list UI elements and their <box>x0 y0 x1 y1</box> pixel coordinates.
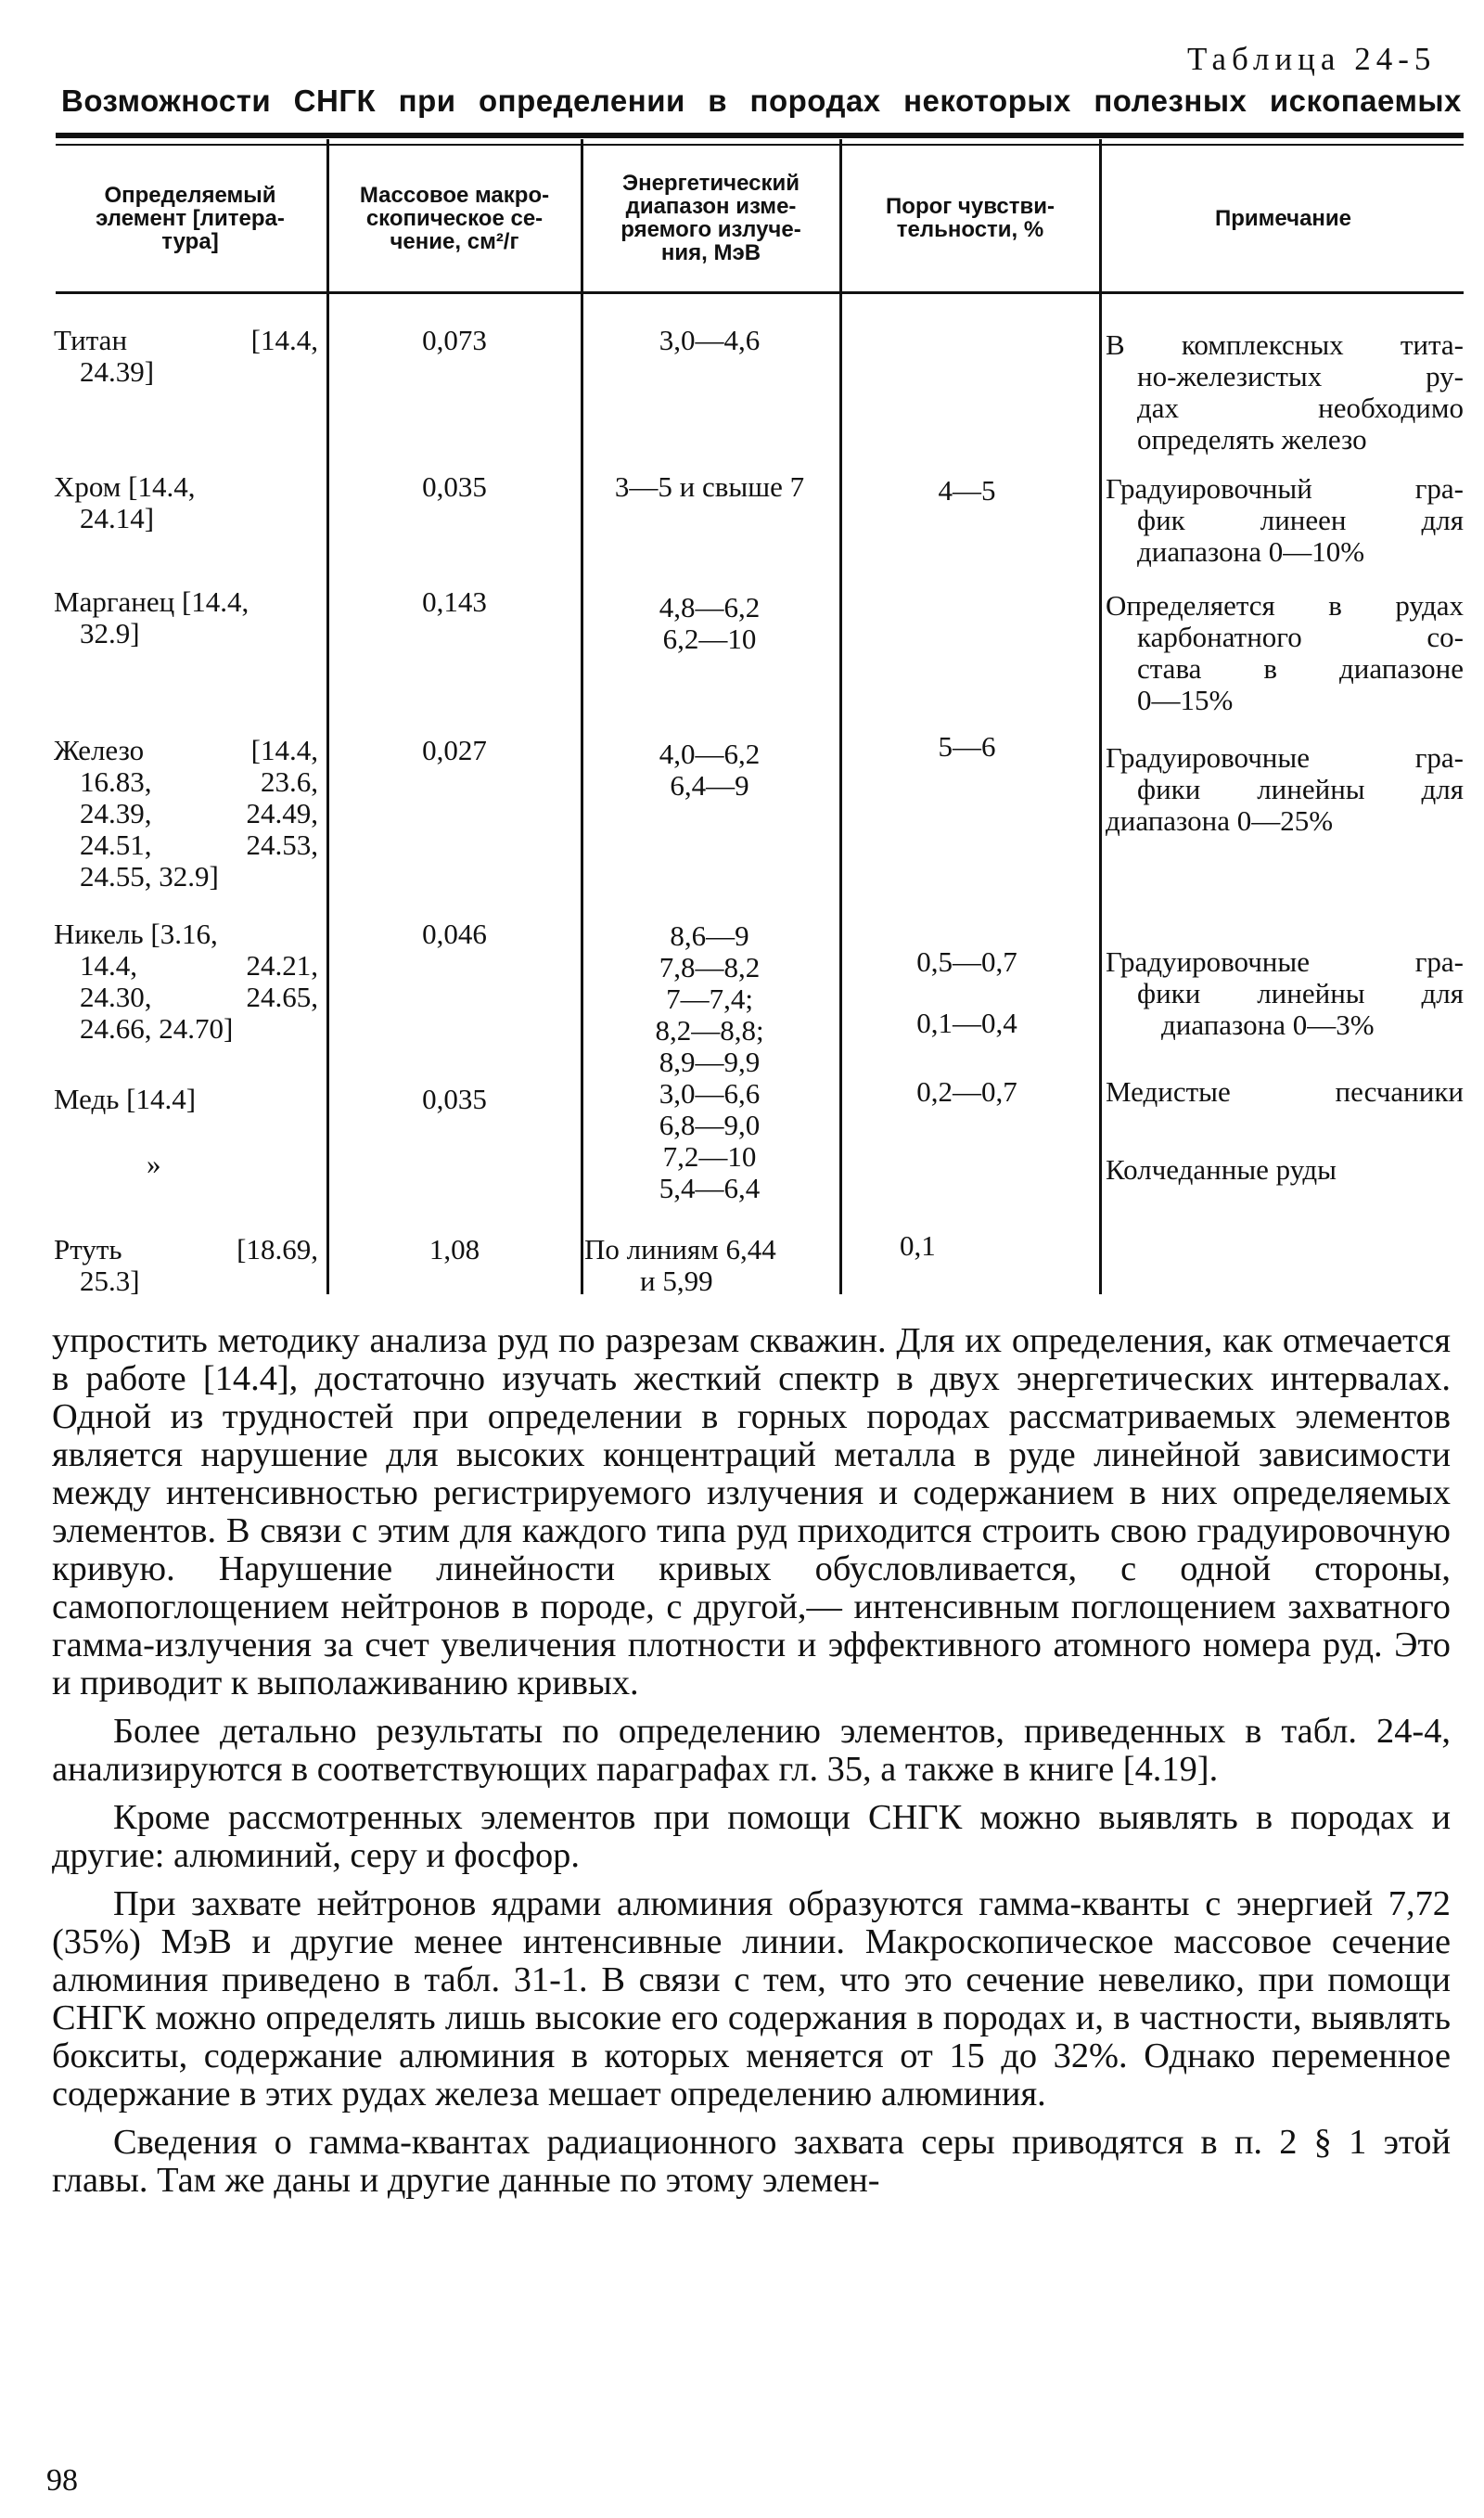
cell-line: 0,1—0,4 <box>916 1007 1017 1039</box>
cell-line: фик линеен для <box>1137 504 1464 536</box>
row-mercury-element <box>54 1234 318 1297</box>
row-manganese-cross-section: 0,143 <box>422 585 487 618</box>
header-line: элемент [литера- <box>96 205 285 231</box>
cell-line: 4,0—6,2 <box>659 738 761 770</box>
header-note <box>1103 147 1464 289</box>
title-word: породах <box>749 84 881 118</box>
cell-line: 0,1 <box>900 1229 936 1262</box>
cell-line: Хром [14.4, <box>54 470 196 503</box>
row-mercury-threshold <box>844 1230 1085 1262</box>
cell-line: Медистые песчаники <box>1106 1075 1464 1108</box>
cell-line: Никель [3.16, <box>54 918 218 950</box>
row-titan-cross-section: 0,073 <box>422 324 487 356</box>
cell-line: » <box>147 1148 161 1180</box>
paragraph: упростить методику анализа руд по разрезам скважин. Для их определения, как отмечается в работе [14.4], достаточно изучать жесткий спектр в двух энергетических интервалах. Одной из трудностей при определении в горных породах рассматриваемых элементов является нарушение для высоких концентраций металла в руде линейной зависимости между интенсивностью регистрируемого излучения и содержанием в них определяемых элементов. В связи с этим для каждого типа руд приходится строить свою градуировочную кривую. Нарушение линейности кривых обусловливается, с одной стороны, самопоглощением нейтронов в породе, с другой,— интенсивным поглощением захватного гамма-излучения за счет увеличения плотности и эффективного атомного номера руд. Это и приводит к выполаживанию кривых. <box>52 1321 1451 1702</box>
cell-line: 32.9] <box>80 617 140 649</box>
cell-line: 8,2—8,8; <box>655 1014 764 1047</box>
cell-line: 3,0—6,6 <box>659 1077 761 1110</box>
row-manganese-element <box>54 586 318 649</box>
cell-line: 7—7,4; <box>666 983 753 1015</box>
row-chrome-note <box>1106 473 1464 568</box>
cell-line: карбонатного со- <box>1137 621 1464 653</box>
cell-line: диапазона 0—25% <box>1106 804 1334 837</box>
paragraph: Кроме рассмотренных элементов при помощи СНГК можно выявлять в породах и другие: алюминий, серу и фосфор. <box>52 1798 1451 1875</box>
column-divider <box>1099 139 1102 1294</box>
header-line: Энергетический <box>622 171 800 196</box>
header-energy <box>584 147 838 289</box>
cell-line: Железо [14.4, <box>54 734 318 766</box>
cell-line: 0,2—0,7 <box>916 1075 1017 1108</box>
page-number: 98 <box>46 2463 78 2498</box>
cell-line: Градуировочные гра- <box>1106 741 1464 774</box>
title-word: определении <box>479 84 685 118</box>
cell-line: 24.30, 24.65, <box>80 981 318 1013</box>
header-line: Определяемый <box>104 182 276 208</box>
row-mercury-cross-section: 1,08 <box>429 1233 480 1265</box>
row-nickel-energy <box>584 920 835 1078</box>
cell-line: 24.66, 24.70] <box>80 1012 234 1045</box>
cell-line: става в диапазоне <box>1137 652 1464 685</box>
cell-line: определять железо <box>1137 423 1367 456</box>
row-ditto-energy <box>584 1141 835 1204</box>
cell-line: Определяется в рудах <box>1106 589 1464 622</box>
header-line: скопическое се- <box>365 205 544 231</box>
cell-line: Марганец [14.4, <box>54 585 249 618</box>
header-line: тельности, % <box>896 217 1044 242</box>
cell-line: 4—5 <box>938 474 996 507</box>
column-divider <box>581 139 583 1294</box>
row-iron-note <box>1106 742 1464 837</box>
cell-line: фики линейны для <box>1137 977 1464 1009</box>
cell-line: В комплексных тита- <box>1106 328 1464 361</box>
cell-line: 24.51, 24.53, <box>80 829 318 861</box>
cell-line: Градуировочный гра- <box>1106 472 1464 505</box>
header-line: чение, см²/г <box>390 228 519 254</box>
row-ditto-element <box>54 1149 318 1180</box>
cell-line: 6,8—9,0 <box>659 1109 761 1141</box>
title-word: СНГК <box>293 84 377 118</box>
title-word: ископаемых <box>1269 84 1462 118</box>
cell-line: диапазона 0—3% <box>1161 1008 1375 1041</box>
cell-line: 24.39, 24.49, <box>80 797 318 829</box>
table-top-rule <box>56 133 1464 138</box>
row-chrome-cross-section: 0,035 <box>422 470 487 503</box>
cell-line: 16.83, 23.6, <box>80 765 318 798</box>
row-nickel-element <box>54 919 318 1045</box>
row-copper-element <box>54 1084 318 1115</box>
row-mercury-energy <box>584 1234 835 1297</box>
title-word: в <box>708 84 728 118</box>
cell-line: 4,8—6,2 <box>659 591 761 623</box>
cell-line: 0,5—0,7 <box>916 945 1017 978</box>
row-iron-threshold <box>844 731 1090 763</box>
cell-line: фики линейны для <box>1137 773 1464 805</box>
header-line: диапазон изме- <box>625 194 797 219</box>
header-line: ряемого излуче- <box>620 217 801 242</box>
row-copper-threshold <box>844 1076 1090 1108</box>
cell-line: 24.39] <box>80 355 155 388</box>
cell-line: 8,6—9 <box>670 919 749 952</box>
row-nickel-cross-section: 0,046 <box>422 918 487 950</box>
body-text <box>52 1322 1451 2210</box>
row-titan-element <box>54 325 318 388</box>
cell-line: 24.55, 32.9] <box>80 860 219 893</box>
header-line: тура] <box>161 228 219 254</box>
row-iron-cross-section: 0,027 <box>422 734 487 766</box>
cell-line: Медь [14.4] <box>54 1083 197 1115</box>
cell-line: 5—6 <box>938 730 996 763</box>
table-top-rule-thin <box>56 144 1464 146</box>
cell-line: По линиям 6,44 <box>584 1233 776 1265</box>
cell-line: Колчеданные руды <box>1106 1153 1337 1186</box>
row-iron-element <box>54 735 318 893</box>
cell-line: 25.3] <box>80 1265 140 1297</box>
row-ditto-note <box>1106 1154 1464 1186</box>
row-titan-note <box>1106 329 1464 456</box>
title-word: при <box>398 84 456 118</box>
row-nickel-threshold <box>844 946 1090 1039</box>
title-word: некоторых <box>903 84 1071 118</box>
table-header-rule <box>56 291 1464 294</box>
row-chrome-element <box>54 471 318 534</box>
header-line: Порог чувстви- <box>886 194 1055 219</box>
header-line: Примечание <box>1214 205 1352 231</box>
paragraph: При захвате нейтронов ядрами алюминия образуются гамма-кванты с энергией 7,72 (35%) МэВ и другие менее интенсивные линии. Макроскопическое массовое сечение алюминия приведено в табл. 31-1. В связи с тем, что это сечение невелико, при помощи СНГК можно определять лишь высокие его содержания в породах и, в частности, выявлять бокситы, содержание алюминия в которых меняется от 15 до 32%. Однако переменное содержание в этих рудах железа мешает определению алюминия. <box>52 1884 1451 2113</box>
cell-line: Ртуть [18.69, <box>54 1233 318 1265</box>
row-iron-energy <box>584 739 835 802</box>
cell-line: 3,0—4,6 <box>659 324 761 356</box>
header-line: ния, МэВ <box>660 240 761 265</box>
header-line: Массовое макро- <box>359 182 550 208</box>
title-word: полезных <box>1094 84 1247 118</box>
table-number: Таблица 24-5 <box>1187 41 1437 77</box>
cell-line: дах необходимо <box>1137 392 1464 424</box>
table-title <box>61 84 1462 119</box>
row-chrome-energy <box>584 471 835 503</box>
row-copper-note <box>1106 1076 1464 1108</box>
cell-line: 7,2—10 <box>662 1140 757 1173</box>
row-manganese-note <box>1106 590 1464 716</box>
row-titan-energy <box>584 325 835 356</box>
cell-line: 8,9—9,9 <box>659 1046 761 1078</box>
cell-line: 6,4—9 <box>670 769 749 802</box>
column-divider <box>326 139 329 1294</box>
row-copper-energy <box>584 1078 835 1141</box>
paragraph: Более детально результаты по определению элементов, приведенных в табл. 24-4, анализируются в соответствующих параграфах гл. 35, а также в книге [4.19]. <box>52 1712 1451 1789</box>
cell-line: 0—15% <box>1137 684 1234 716</box>
cell-line: 7,8—8,2 <box>659 951 761 983</box>
cell-line: 24.14] <box>80 502 155 534</box>
cell-line: и 5,99 <box>640 1265 713 1297</box>
cell-line: 14.4, 24.21, <box>80 949 318 982</box>
cell-line: Титан [14.4, <box>54 324 318 356</box>
header-element <box>56 147 325 289</box>
title-word: Возможности <box>61 84 272 118</box>
cell-line: диапазона 0—10% <box>1137 535 1365 568</box>
row-nickel-note <box>1106 946 1464 1041</box>
header-threshold <box>843 147 1097 289</box>
header-cross-section <box>330 147 579 289</box>
cell-line: 3—5 и свыше 7 <box>614 470 805 503</box>
row-copper-cross-section: 0,035 <box>422 1083 487 1115</box>
cell-line: 6,2—10 <box>662 623 757 655</box>
column-divider <box>839 139 842 1294</box>
row-manganese-energy <box>584 592 835 655</box>
cell-line: Градуировочные гра- <box>1106 945 1464 978</box>
paragraph: Сведения о гамма-квантах радиационного захвата серы приводятся в п. 2 § 1 этой главы. Там же даны и другие данные по этому элемен- <box>52 2123 1451 2200</box>
cell-line: 5,4—6,4 <box>659 1172 761 1204</box>
cell-line: но-железистых ру- <box>1137 360 1464 392</box>
row-chrome-threshold <box>844 475 1090 507</box>
